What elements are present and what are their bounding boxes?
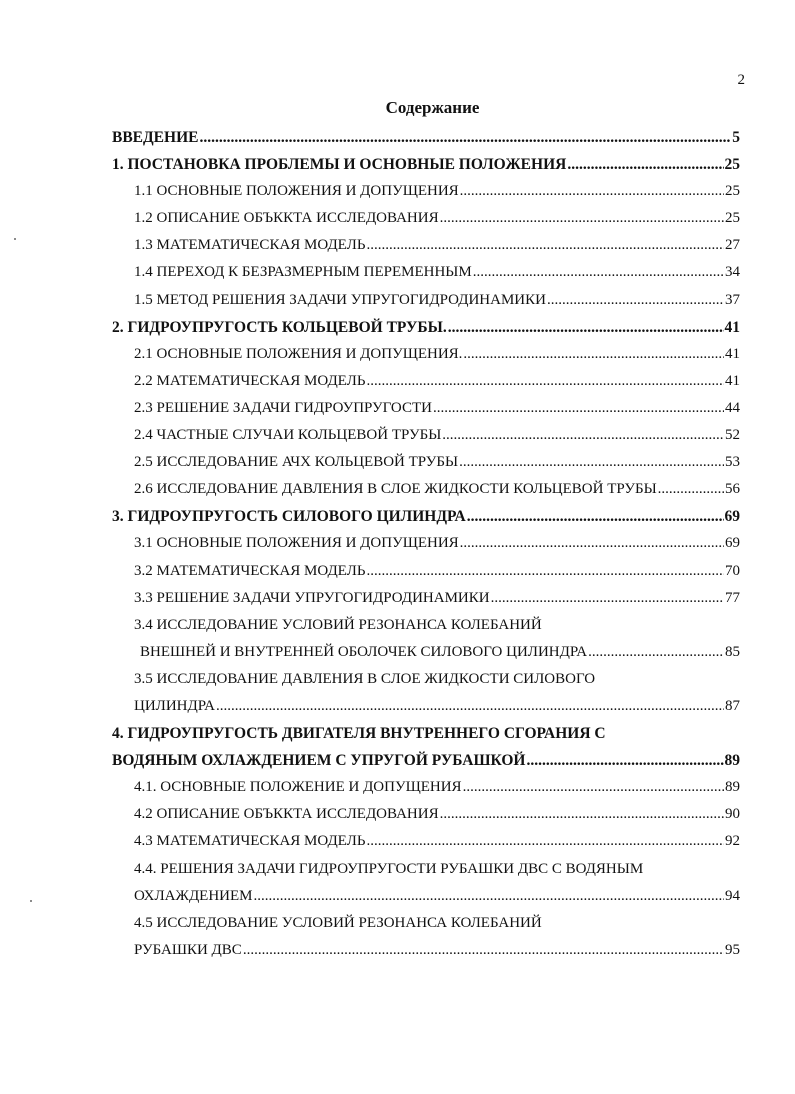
- toc-entry: [112, 178, 740, 205]
- toc-entry-text: 4.5 ИССЛЕДОВАНИЕ УСЛОВИЙ РЕЗОНАНСА КОЛЕБАНИЙ: [134, 914, 542, 931]
- scan-speck: [14, 238, 16, 240]
- toc-leader-dots: [366, 368, 724, 395]
- toc-entry-page: 89: [725, 779, 740, 796]
- toc-entry: [112, 774, 740, 801]
- toc-leader-dots: [459, 449, 724, 476]
- toc-entry-page: 27: [725, 237, 740, 254]
- toc-entry-text: ВОДЯНЫМ ОХЛАЖДЕНИЕМ С УПРУГОЙ РУБАШКОЙ: [112, 752, 526, 770]
- toc-leader-dots: [366, 558, 724, 585]
- toc-entry-page: 69: [724, 508, 740, 526]
- toc-entry-text: 3.4 ИССЛЕДОВАНИЕ УСЛОВИЙ РЕЗОНАНСА КОЛЕБАНИЙ: [134, 616, 542, 633]
- toc-entry-page: 90: [725, 806, 740, 823]
- toc-entry-page: 87: [725, 697, 740, 714]
- toc-entry-text: 4.1. ОСНОВНЫЕ ПОЛОЖЕНИЕ И ДОПУЩЕНИЯ: [134, 779, 462, 796]
- toc-entry-text: 2.3 РЕШЕНИЕ ЗАДАЧИ ГИДРОУПРУГОСТИ: [134, 399, 432, 416]
- toc-entry-page: 25: [725, 183, 740, 200]
- toc-leader-dots: [547, 287, 724, 314]
- page-title: Содержание: [385, 98, 480, 117]
- toc-entry: [112, 856, 740, 883]
- scan-speck: [30, 900, 32, 902]
- toc-leader-dots: [463, 774, 724, 801]
- toc-entry: [112, 612, 740, 639]
- toc-entry-text: 1.2 ОПИСАНИЕ ОБЪККТА ИССЛЕДОВАНИЯ: [134, 210, 439, 227]
- toc-leader-dots: [588, 639, 724, 666]
- toc-entry-text: 1. ПОСТАНОВКА ПРОБЛЕМЫ И ОСНОВНЫЕ ПОЛОЖЕНИЯ: [112, 156, 567, 174]
- toc-entry-page: 69: [725, 535, 740, 552]
- toc-leader-dots: [440, 801, 724, 828]
- toc-entry: [112, 259, 740, 286]
- toc-entry-text: 2.4 ЧАСТНЫЕ СЛУЧАИ КОЛЬЦЕВОЙ ТРУБЫ: [134, 427, 442, 444]
- toc-entry: [112, 368, 740, 395]
- toc-entry: [112, 287, 740, 314]
- toc-entry-text: 1.3 МАТЕМАТИЧЕСКАЯ МОДЕЛЬ: [134, 237, 366, 254]
- toc-leader-dots: [366, 828, 724, 855]
- toc-entry-page: 41: [724, 318, 740, 336]
- toc-entry-text: 3. ГИДРОУПРУГОСТЬ СИЛОВОГО ЦИЛИНДРА: [112, 508, 466, 526]
- toc-entry-text: 4. ГИДРОУПРУГОСТЬ ДВИГАТЕЛЯ ВНУТРЕННЕГО СГОРАНИЯ С: [112, 725, 606, 743]
- toc-entry-page: 70: [725, 562, 740, 579]
- toc-leader-dots: [243, 937, 724, 964]
- toc-leader-dots: [526, 747, 723, 774]
- toc-entry-page: 37: [725, 291, 740, 308]
- toc-entry: [112, 666, 740, 693]
- toc-leader-dots: [440, 205, 724, 232]
- toc-entry-text: 1.4 ПЕРЕХОД К БЕЗРАЗМЕРНЫМ ПЕРЕМЕННЫМ: [134, 264, 472, 281]
- toc-leader-dots: [463, 341, 724, 368]
- toc-entry-page: 34: [725, 264, 740, 281]
- toc-leader-dots: [433, 395, 724, 422]
- table-of-contents: [112, 124, 740, 964]
- toc-entry: [112, 801, 740, 828]
- toc-leader-dots: [199, 124, 731, 151]
- toc-entry-page: 92: [725, 833, 740, 850]
- toc-entry: [112, 585, 740, 612]
- toc-leader-dots: [473, 259, 724, 286]
- toc-entry: [112, 558, 740, 585]
- toc-leader-dots: [448, 314, 724, 341]
- toc-entry-page: 25: [724, 156, 740, 174]
- toc-leader-dots: [567, 151, 723, 178]
- toc-leader-dots: [254, 883, 725, 910]
- toc-entry: [112, 747, 740, 774]
- toc-entry: [112, 883, 740, 910]
- page-number: 2: [737, 72, 745, 88]
- toc-entry: [112, 476, 740, 503]
- toc-entry-text: ВНЕШНЕЙ И ВНУТРЕННЕЙ ОБОЛОЧЕК СИЛОВОГО ЦИЛИНДРА: [140, 643, 588, 660]
- toc-leader-dots: [366, 232, 724, 259]
- toc-entry: [112, 639, 740, 666]
- toc-entry-page: 44: [725, 399, 740, 416]
- toc-entry-text: 3.2 МАТЕМАТИЧЕСКАЯ МОДЕЛЬ: [134, 562, 366, 579]
- toc-entry-page: 85: [725, 643, 740, 660]
- toc-entry-page: 41: [725, 345, 740, 362]
- toc-leader-dots: [658, 476, 724, 503]
- toc-leader-dots: [460, 530, 724, 557]
- toc-entry-page: 52: [725, 427, 740, 444]
- toc-entry-text: ЦИЛИНДРА: [134, 697, 215, 714]
- toc-entry-text: 4.4. РЕШЕНИЯ ЗАДАЧИ ГИДРОУПРУГОСТИ РУБАШКИ ДВС С ВОДЯНЫМ: [134, 860, 644, 877]
- toc-leader-dots: [442, 422, 724, 449]
- toc-entry-text: 2. ГИДРОУПРУГОСТЬ КОЛЬЦЕВОЙ ТРУБЫ.: [112, 318, 447, 336]
- toc-entry: [112, 910, 740, 937]
- toc-entry-page: 53: [725, 454, 740, 471]
- toc-entry-text: ВВЕДЕНИЕ: [112, 129, 199, 146]
- toc-entry-text: 4.3 МАТЕМАТИЧЕСКАЯ МОДЕЛЬ: [134, 833, 366, 850]
- toc-entry-text: РУБАШКИ ДВС: [134, 941, 242, 958]
- toc-leader-dots: [460, 178, 724, 205]
- toc-entry-page: 25: [725, 210, 740, 227]
- toc-entry: [112, 205, 740, 232]
- toc-entry-page: 41: [725, 372, 740, 389]
- toc-entry: [112, 422, 740, 449]
- toc-entry-text: 1.5 МЕТОД РЕШЕНИЯ ЗАДАЧИ УПРУГОГИДРОДИНАМИКИ: [134, 291, 546, 308]
- toc-entry-text: 1.1 ОСНОВНЫЕ ПОЛОЖЕНИЯ И ДОПУЩЕНИЯ: [134, 183, 459, 200]
- toc-entry-page: 77: [725, 589, 740, 606]
- toc-entry-text: 4.2 ОПИСАНИЕ ОБЪККТА ИССЛЕДОВАНИЯ: [134, 806, 439, 823]
- toc-entry-page: 89: [724, 752, 740, 770]
- toc-entry: [112, 937, 740, 964]
- toc-entry: [112, 449, 740, 476]
- toc-leader-dots: [467, 503, 724, 530]
- toc-entry-text: 2.5 ИССЛЕДОВАНИЕ АЧХ КОЛЬЦЕВОЙ ТРУБЫ: [134, 454, 459, 471]
- toc-entry: [112, 314, 740, 341]
- toc-entry: [112, 503, 740, 530]
- toc-entry: [112, 530, 740, 557]
- toc-entry-text: ОХЛАЖДЕНИЕМ: [134, 887, 253, 904]
- toc-entry-text: 3.1 ОСНОВНЫЕ ПОЛОЖЕНИЯ И ДОПУЩЕНИЯ: [134, 535, 459, 552]
- toc-entry: [112, 151, 740, 178]
- toc-entry-page: 94: [725, 887, 740, 904]
- toc-entry: [112, 828, 740, 855]
- toc-leader-dots: [216, 693, 724, 720]
- toc-entry-page: 95: [725, 941, 740, 958]
- toc-entry: [112, 395, 740, 422]
- toc-entry: [112, 720, 740, 747]
- toc-entry-page: 5: [732, 129, 740, 146]
- toc-entry-text: 3.3 РЕШЕНИЕ ЗАДАЧИ УПРУГОГИДРОДИНАМИКИ: [134, 589, 490, 606]
- toc-entry: [112, 232, 740, 259]
- toc-entry: [112, 341, 740, 368]
- toc-entry-text: 3.5 ИССЛЕДОВАНИЕ ДАВЛЕНИЯ В СЛОЕ ЖИДКОСТИ СИЛОВОГО: [134, 670, 596, 687]
- toc-entry: [112, 693, 740, 720]
- toc-entry: [112, 124, 740, 151]
- toc-leader-dots: [491, 585, 724, 612]
- toc-entry-text: 2.1 ОСНОВНЫЕ ПОЛОЖЕНИЯ И ДОПУЩЕНИЯ.: [134, 345, 463, 362]
- toc-entry-text: 2.2 МАТЕМАТИЧЕСКАЯ МОДЕЛЬ: [134, 372, 366, 389]
- toc-entry-page: 56: [725, 481, 740, 498]
- toc-entry-text: 2.6 ИССЛЕДОВАНИЕ ДАВЛЕНИЯ В СЛОЕ ЖИДКОСТИ КОЛЬЦЕВОЙ ТРУБЫ: [134, 481, 657, 498]
